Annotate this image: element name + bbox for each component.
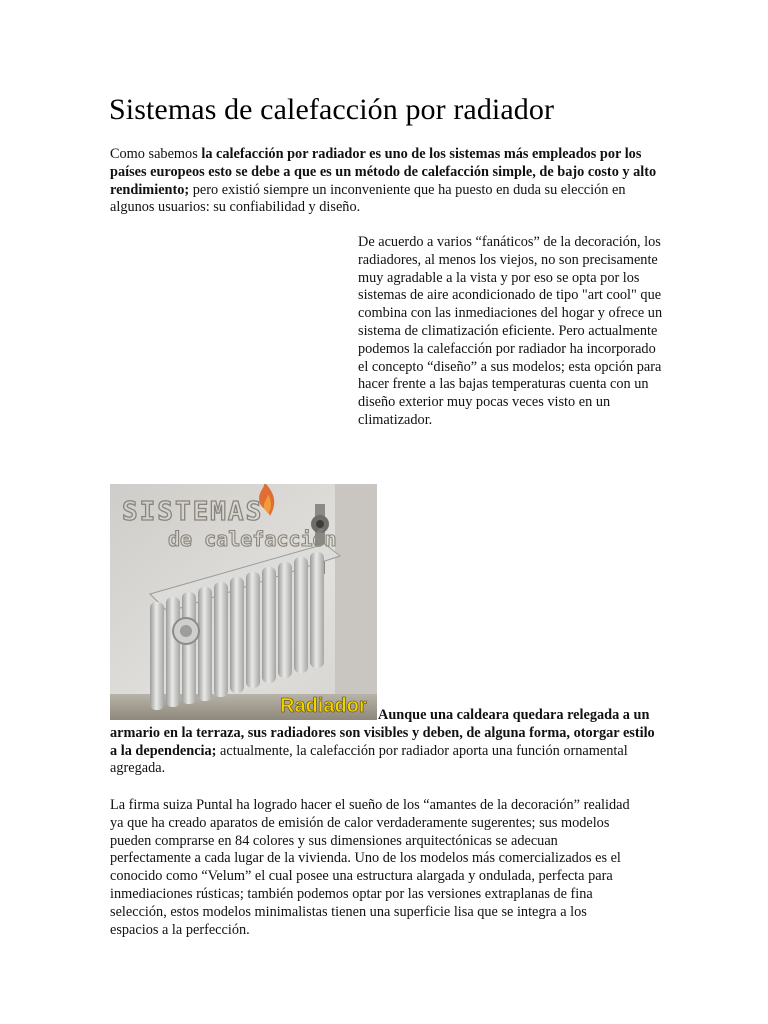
closing-paragraph: La firma suiza Puntal ha logrado hacer el sueño de los “amantes de la decoración” realidad ya que ha creado aparatos de emisión de calor verdaderamente sugerentes; sus modelos pueden comprarse en 84 colores y sus dimensiones arquitectónicas se adecuan perfectamente a cada lugar de la vivienda. Uno de los modelos más comercializados es el conocido como “Velum” el cual posee una estructura alargada y ondulada, perfecta para inmediaciones rústicas; también podemos optar por las versiones extraplanas de fina selección, estos modelos minimalistas tienen una superficie lisa que se integra a los espacios a la perfección. xyxy=(110,797,630,938)
after-image-tail: actualmente, la calefacción por radiador aporta una función ornamental agregada. xyxy=(110,742,628,777)
image-overlay-subtitle: de calefacción xyxy=(168,527,337,551)
intro-paragraph xyxy=(110,146,665,217)
image-caption: Radiador xyxy=(280,695,367,717)
intro-lead: Como sabemos xyxy=(110,146,202,162)
intro-bold: la calefacción por radiador es uno de los sistemas más empleados por los países europeos esto se debe a que es un método de calefacción simple, de bajo costo y alto rendimiento; xyxy=(110,146,657,198)
radiator-image xyxy=(110,484,377,720)
intro-tail: pero existió siempre un inconveniente que ha puesto en duda su elección en algunos usuarios: su confiabilidad y diseño. xyxy=(110,181,626,216)
page-title: Sistemas de calefacción por radiador xyxy=(109,93,555,126)
column-paragraph: De acuerdo a varios “fanáticos” de la decoración, los radiadores, al menos los viejos, no son precisamente muy agradable a la vista y por eso se opta por los sistemas de aire acondicionado de tipo "art cool" que combina con las inmediaciones del hogar y ofrece un sistema de climatización eficiente. Pero actualmente podemos la calefacción por radiador ha incorporado el concepto “diseño” a sus modelos; esta opción para hacer frente a las bajas temperaturas cuenta con un diseño exterior muy pocas veces visto en un climatizador. xyxy=(358,234,663,428)
after-image-paragraph xyxy=(110,707,665,778)
image-overlay-title: SISTEMAS xyxy=(122,497,264,527)
after-image-bold: Aunque una caldeara quedara relegada a un armario en la terraza, sus radiadores son visibles y deben, de alguna forma, otorgar estilo a la dependencia; xyxy=(110,707,655,759)
